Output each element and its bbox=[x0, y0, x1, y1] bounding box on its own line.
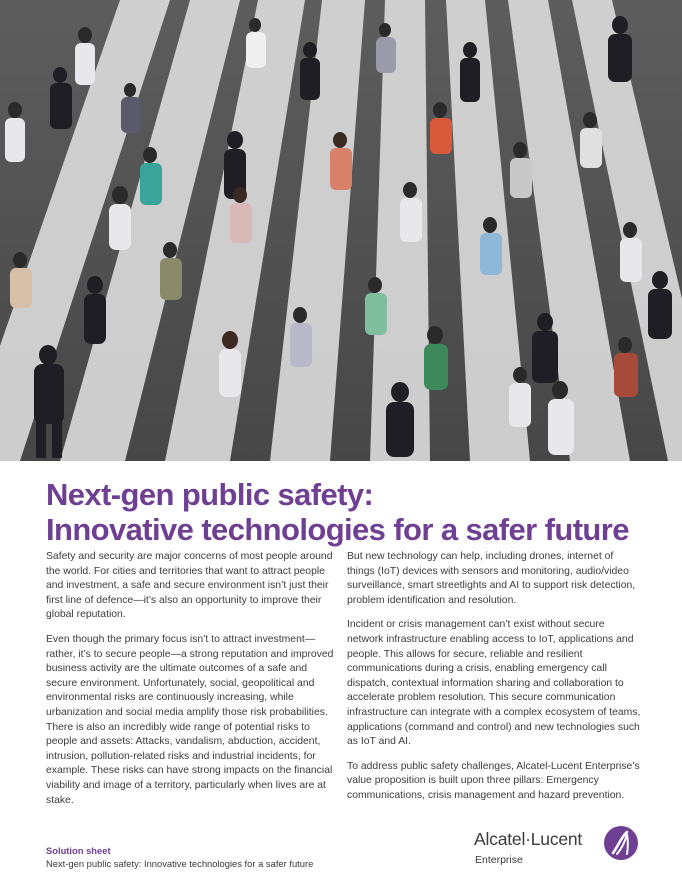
paragraph: But new technology can help, including drones, internet of things (IoT) devices with sensors and monitoring, audio/video surveillance, smart streetlights and AI to support risk detection, problem identification and resolution. bbox=[347, 551, 636, 606]
page-title bbox=[46, 477, 646, 547]
paragraph: Safety and security are major concerns of most people around the world. For cities and territories that want to attract people and investment, a safe and secure environment isn’t just their first line of defence—it’s also an opportunity to improve their global reputation. bbox=[46, 551, 333, 621]
body-column-left bbox=[46, 550, 341, 818]
alcatel-lucent-logo-icon bbox=[604, 826, 638, 860]
company-logo bbox=[474, 826, 644, 871]
title-line-2: Innovative technologies for a safer future bbox=[46, 512, 629, 547]
paragraph: Even though the primary focus isn’t to attract investment—rather, it’s to secure people—a strong reputation and improved business activity are the ultimate outcomes of a safe and secure environment. Unfortunately, social, geopolitical and environmental risks are continuously increasing, while urbanization and social media amplify those risk probabilities. There is also an incredibly wide range of potential risks to people and assets: Attacks, vandalism, abduction, accident, intrusion, pollution-related risks and industrial incidents, for example. These risks can have strong impacts on the financial viability and image of a territory, particularly when lives are at stake. bbox=[46, 633, 334, 806]
logo-sub: Enterprise bbox=[475, 854, 523, 866]
footer-label: Solution sheet bbox=[46, 845, 111, 856]
footer-subtitle: Next-gen public safety: Innovative technologies for a safer future bbox=[46, 858, 314, 869]
body-column-right bbox=[347, 550, 642, 814]
logo-name: Alcatel·Lucent bbox=[474, 829, 583, 849]
paragraph: To address public safety challenges, Alcatel-Lucent Enterprise’s value proposition is built upon three pillars: Emergency communications, crisis management and hazard prevention. bbox=[347, 760, 640, 801]
paragraph: Incident or crisis management can’t exist without secure network infrastructure enabling access to IoT, applications and people. This allows for secure, reliable and resilient communications during a crisis, enabling emergency call dispatch, contextual information sharing and collaboration to accelerate problem resolution. This secure communication infrastructure can integrate with a complex ecosystem of teams, applications (command and control) and new technologies such as IoT and AI. bbox=[347, 619, 641, 748]
title-line-1: Next-gen public safety: bbox=[46, 477, 374, 512]
